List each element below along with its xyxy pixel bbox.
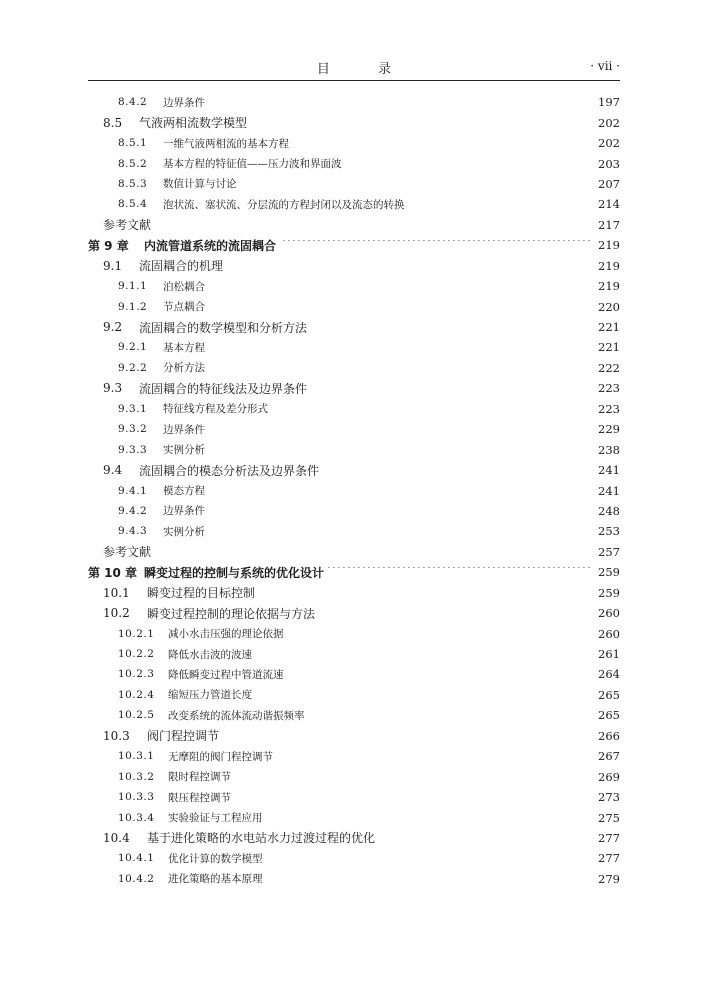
toc-page: 266 [598,728,620,743]
toc-entry[interactable] [88,153,620,173]
header-title: 目 录 [316,62,414,77]
leader-dots [328,567,592,577]
toc-title: 一维气液两相流的基本方程 [163,137,289,150]
toc-entry[interactable] [88,296,620,316]
toc-title: 模态方程 [163,485,205,498]
toc-entry[interactable] [88,480,620,500]
toc-title: 瞬变过程控制的理论依据与方法 [147,606,316,621]
toc-entry[interactable] [88,256,620,276]
leader-dots [409,199,593,209]
toc-page: 221 [598,320,620,335]
toc-entry[interactable] [88,378,620,398]
toc-title: 泊松耦合 [163,280,205,293]
toc-page: 221 [598,340,620,355]
toc-title: 限时程控调节 [168,771,231,784]
toc-entry[interactable] [88,358,620,378]
toc-number: 10.2.5 [118,709,155,722]
leader-dots [277,751,592,761]
toc-entry[interactable] [88,664,620,684]
toc-page: 241 [598,483,620,498]
toc-number: 9.4 [103,463,123,478]
toc-number: 10.2.4 [118,688,155,701]
toc-page: 219 [598,279,620,294]
toc-entry[interactable] [88,623,620,643]
leader-dots [155,547,592,557]
toc-number: 9.2.2 [118,361,148,374]
toc-entry[interactable] [88,746,620,766]
toc-entry[interactable] [88,133,620,153]
leader-dots [223,731,592,741]
leader-dots [209,97,592,107]
toc-number: 9.4.1 [118,484,148,497]
leader-dots [155,220,592,230]
leader-dots [319,608,592,618]
toc-number: 8.5.3 [118,177,148,190]
toc-number: 10.2 [103,606,130,621]
leader-dots [209,506,592,516]
leader-dots [209,302,592,312]
toc-title: 边界条件 [163,505,205,518]
toc-entry[interactable] [88,848,620,868]
toc-number: 9.3.2 [118,423,148,436]
toc-entry[interactable] [88,317,620,337]
toc-number: 9.3.3 [118,443,148,456]
toc-page: 261 [598,647,620,662]
toc-number: 9.2.1 [118,341,148,354]
toc-page: 279 [598,871,620,886]
toc-entry[interactable] [88,399,620,419]
header-rule [88,80,620,81]
toc-chapter-entry[interactable] [88,235,620,255]
toc-title: 流固耦合的模态分析法及边界条件 [139,463,320,478]
toc-number: 8.4.2 [118,96,148,109]
toc-page: 253 [598,524,620,539]
leader-dots [379,833,592,843]
toc-number: 8.5.2 [118,157,148,170]
toc-title: 瞬变过程的目标控制 [147,586,256,601]
toc-page: 214 [598,197,620,212]
toc-page: 257 [598,544,620,559]
leader-dots [311,383,592,393]
toc-title: 实例分析 [163,525,205,538]
leader-dots [209,281,592,291]
leader-dots [235,792,592,802]
toc-page: 219 [598,258,620,273]
leader-dots [209,526,592,536]
header-page-number: · vii · [590,59,620,73]
toc-page: 217 [598,217,620,232]
toc-entry[interactable] [88,685,620,705]
leader-dots [311,322,592,332]
toc-page: 273 [598,790,620,805]
toc-title: 基本方程 [163,341,205,354]
toc-page: 248 [598,503,620,518]
toc-entry[interactable] [88,174,620,194]
toc-chapter-title: 瞬变过程的控制与系统的优化设计 [144,565,325,580]
toc-page: 197 [598,95,620,110]
toc-entry[interactable] [88,807,620,827]
toc-page: 265 [598,708,620,723]
toc-number: 10.1 [103,585,130,600]
toc-number: 10.2.1 [118,627,155,640]
toc-entry[interactable] [88,705,620,725]
leader-dots [288,669,593,679]
toc-entry[interactable] [88,869,620,889]
leader-dots [251,118,592,128]
toc-number: 10.3.3 [118,791,155,804]
toc-title: 参考文献 [103,545,152,560]
leader-dots [209,486,592,496]
toc-title: 优化计算的数学模型 [168,852,263,865]
toc-number: 10.2.3 [118,668,155,681]
toc-number: 10.4.2 [118,872,155,885]
toc-chapter-number: 第 10 章 [88,565,138,580]
toc-entry[interactable] [88,215,620,235]
toc-page: 269 [598,769,620,784]
leader-dots [209,363,592,373]
toc-entry[interactable] [88,521,620,541]
toc-entry[interactable] [88,460,620,480]
toc-entry[interactable] [88,787,620,807]
toc-number: 9.4.2 [118,504,148,517]
toc-title: 气液两相流数学模型 [139,116,248,131]
toc-page: 223 [598,381,620,396]
toc-page: 219 [598,238,620,253]
leader-dots [280,240,592,250]
toc-entry[interactable] [88,583,620,603]
toc-entry[interactable] [88,828,620,848]
toc-number: 10.3.1 [118,750,155,763]
toc-page: 264 [598,667,620,682]
toc-title: 流固耦合的机理 [139,259,224,274]
toc-title: 数值计算与讨论 [163,178,237,191]
leader-dots [346,159,593,169]
toc-entry[interactable] [88,194,620,214]
toc-title: 改变系统的流体流动谐振频率 [168,709,305,722]
toc-number: 8.5.4 [118,198,148,211]
toc-number: 9.1.2 [118,300,148,313]
toc-title: 实验验证与工程应用 [168,812,263,825]
toc-page: 277 [598,851,620,866]
toc-page: 202 [598,136,620,151]
toc-title: 阀门程控调节 [147,729,220,744]
toc-entry[interactable] [88,92,620,112]
leader-dots [235,772,592,782]
toc-page: 259 [598,565,620,580]
toc-entry[interactable] [88,419,620,439]
leader-dots [323,465,592,475]
toc-number: 8.5 [103,115,123,130]
toc-chapter-entry[interactable] [88,562,620,582]
toc-number: 10.3.4 [118,811,155,824]
toc-title: 缩短压力管道长度 [168,689,252,702]
toc-title: 流固耦合的特征线法及边界条件 [139,381,308,396]
toc-title: 特征线方程及差分形式 [163,403,268,416]
leader-dots [241,179,593,189]
toc-page: 267 [598,749,620,764]
leader-dots [267,813,593,823]
toc-number: 10.3.2 [118,770,155,783]
toc-entry[interactable] [88,766,620,786]
leader-dots [209,445,592,455]
table-of-contents [88,92,620,889]
toc-title: 基本方程的特征值——压力波和界面波 [163,158,342,171]
toc-title: 降低水击波的波速 [168,648,252,661]
toc-number: 9.3 [103,381,123,396]
toc-page: 260 [598,606,620,621]
toc-page: 202 [598,115,620,130]
toc-title: 限压程控调节 [168,791,231,804]
toc-title: 泡状流、塞状流、分层流的方程封闭以及流态的转换 [163,198,405,211]
leader-dots [293,138,592,148]
toc-page: 207 [598,176,620,191]
toc-page: 275 [598,810,620,825]
toc-number: 10.3 [103,728,130,743]
toc-entry[interactable] [88,603,620,623]
toc-chapter-title: 内流管道系统的流固耦合 [144,238,277,253]
toc-page: 222 [598,360,620,375]
leader-dots [209,342,592,352]
leader-dots [272,404,592,414]
toc-title: 进化策略的基本原理 [168,873,263,886]
toc-number: 9.2 [103,320,123,335]
leader-dots [267,853,593,863]
leader-dots [209,424,592,434]
toc-entry[interactable] [88,337,620,357]
toc-number: 8.5.1 [118,137,148,150]
toc-page: 223 [598,401,620,416]
leader-dots [267,874,593,884]
toc-number: 9.1 [103,258,123,273]
leader-dots [309,710,593,720]
toc-number: 10.4.1 [118,852,155,865]
leader-dots [256,690,592,700]
toc-title: 边界条件 [163,96,205,109]
leader-dots [259,588,592,598]
toc-number: 9.3.1 [118,402,148,415]
toc-title: 边界条件 [163,423,205,436]
toc-entry[interactable] [88,726,620,746]
toc-entry[interactable] [88,112,620,132]
toc-page: 277 [598,830,620,845]
leader-dots [256,649,592,659]
leader-dots [288,629,593,639]
leader-dots [227,261,592,271]
toc-title: 分析方法 [163,362,205,375]
running-header [88,58,620,80]
toc-page: 220 [598,299,620,314]
toc-page: 260 [598,626,620,641]
toc-title: 参考文献 [103,218,152,233]
toc-title: 基于进化策略的水电站水力过渡过程的优化 [147,831,376,846]
toc-entry[interactable] [88,542,620,562]
toc-number: 9.4.3 [118,525,148,538]
toc-title: 无摩阻的阀门程控调节 [168,750,273,763]
toc-page: 229 [598,422,620,437]
toc-number: 9.1.1 [118,280,148,293]
toc-page: 259 [598,585,620,600]
toc-title: 实例分析 [163,444,205,457]
toc-number: 10.4 [103,830,130,845]
toc-entry[interactable] [88,276,620,296]
toc-page: 265 [598,687,620,702]
toc-title: 节点耦合 [163,301,205,314]
toc-page: 241 [598,463,620,478]
toc-page: 238 [598,442,620,457]
toc-chapter-number: 第 9 章 [88,238,129,253]
toc-number: 10.2.2 [118,648,155,661]
toc-entry[interactable] [88,644,620,664]
toc-entry[interactable] [88,501,620,521]
toc-title: 减小水击压强的理论依据 [168,628,284,641]
toc-title: 降低瞬变过程中管道流速 [168,668,284,681]
toc-title: 流固耦合的数学模型和分析方法 [139,320,308,335]
toc-page: 203 [598,156,620,171]
toc-entry[interactable] [88,439,620,459]
